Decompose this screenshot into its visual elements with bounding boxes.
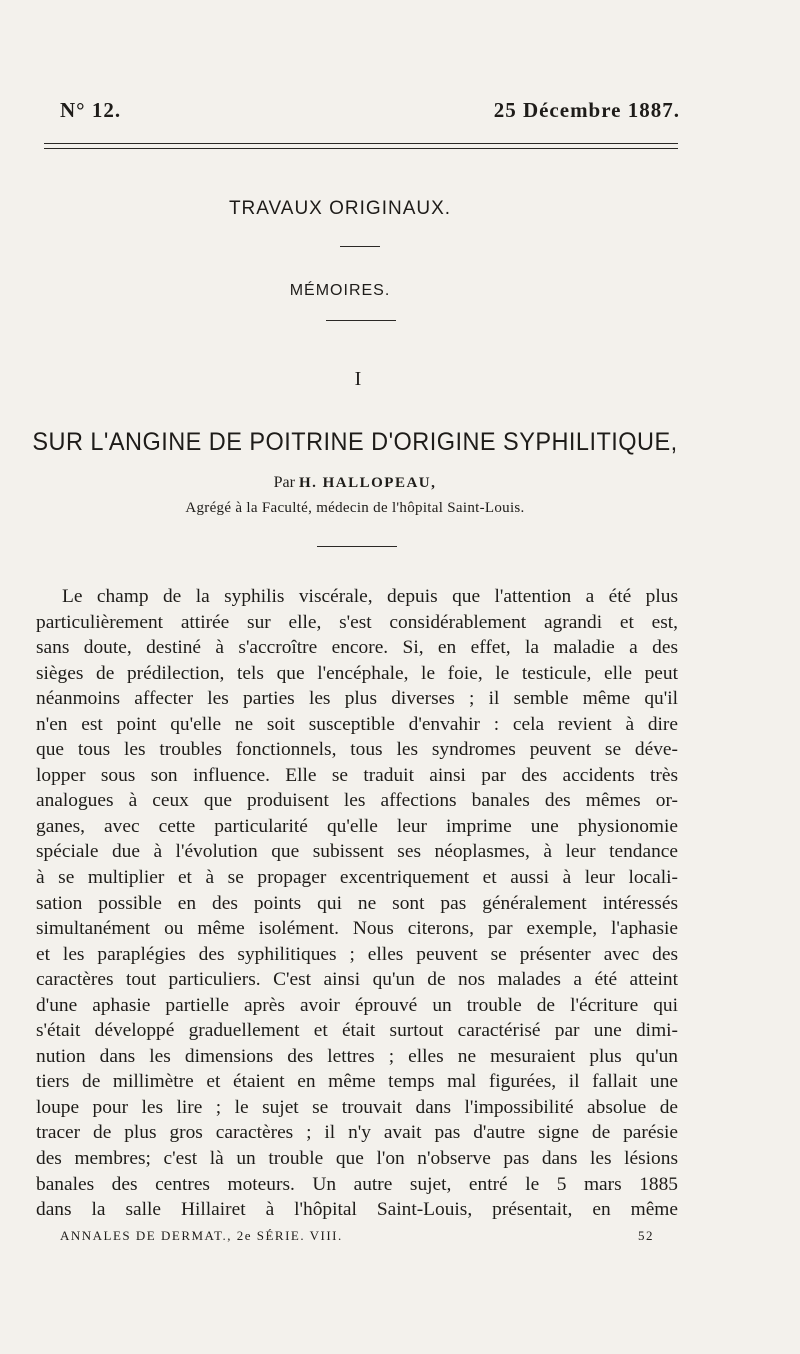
body-line: analogues à ceux que produisent les affections banales des mêmes or- (36, 790, 678, 812)
body-line: d'une aphasie partielle après avoir éprouvé un trouble de l'écriture qui (36, 994, 678, 1016)
running-header (60, 98, 680, 123)
body-line: particulièrement attirée sur elle, s'est considérablement agrandi et est, (36, 611, 678, 633)
page-footer (60, 1228, 654, 1244)
body-line: tiers de millimètre et étaient en même temps mal figurées, il fallait une (36, 1071, 678, 1093)
author-affiliation: Agrégé à la Faculté, médecin de l'hôpital Saint-Louis. (185, 500, 525, 516)
body-line: spéciale due à l'évolution que subissent ses néoplasmes, à leur tendance (36, 841, 678, 863)
body-line: simultanément ou même isolément. Nous citerons, par exemple, l'aphasie (36, 918, 678, 940)
body-line: nution dans les dimensions des lettres ; elles ne mesuraient plus qu'un (36, 1045, 678, 1067)
section-divider (340, 246, 380, 247)
body-line: s'était développé graduellement et était surtout caractérisé par une dimi- (36, 1020, 678, 1042)
body-text (36, 584, 678, 1223)
body-line: que tous les troubles fonctionnels, tous les syndromes peuvent se déve- (36, 739, 678, 761)
header-double-rule (44, 143, 678, 149)
body-line: tracer de plus gros caractères ; il n'y avait pas d'autre signe de parésie (36, 1122, 678, 1144)
body-line: des membres; c'est là un trouble que l'on n'observe pas dans les lésions (36, 1148, 678, 1170)
title-divider (317, 546, 397, 547)
issue-number: N° 12. (60, 98, 122, 122)
body-line: Le champ de la syphilis viscérale, depuis que l'attention a été plus (62, 586, 678, 607)
body-line: sans doute, destiné à s'accroître encore. Si, en effet, la maladie a des (36, 637, 678, 659)
body-line: loupe pour les lire ; le sujet se trouvait dans l'impossibilité absolue de (36, 1096, 678, 1118)
article-title: SUR L'ANGINE DE POITRINE D'ORIGINE SYPHILITIQUE, (32, 428, 678, 456)
article-numeral: I (354, 368, 362, 390)
subsection-title: MÉMOIRES. (289, 282, 391, 299)
body-line: néanmoins affecter les parties les plus diverses ; il semble même qu'il (36, 688, 678, 710)
byline (0, 474, 710, 492)
subsection-divider (326, 320, 396, 321)
body-line: ganes, avec cette particularité qu'elle leur imprime une physionomie (36, 815, 678, 837)
body-line: à se multiplier et à se propager excentriquement et aussi à leur locali- (36, 867, 678, 889)
body-line: lopper sous son influence. Elle se traduit ainsi par des accidents très (36, 764, 678, 786)
body-line: dans la salle Hillairet à l'hôpital Saint-Louis, présentait, en même (36, 1199, 678, 1221)
body-line: et les paraplégies des syphilitiques ; elles peuvent se présenter avec des (36, 943, 678, 965)
body-line: banales des centres moteurs. Un autre sujet, entré le 5 mars 1885 (36, 1173, 678, 1195)
byline-prefix: Par (273, 474, 295, 491)
section-title: TRAVAUX ORIGINAUX. (228, 198, 452, 219)
journal-signature: ANNALES DE DERMAT., 2e SÉRIE. VIII. (60, 1228, 343, 1243)
body-line: caractères tout particuliers. C'est ainsi qu'un de nos malades a été atteint (36, 969, 678, 991)
issue-date: 25 Décembre 1887. (493, 98, 680, 122)
page-number: 52 (638, 1228, 654, 1243)
body-line: n'en est point qu'elle ne soit susceptible d'envahir : cela revient à dire (36, 713, 678, 735)
body-line: sation possible en des points qui ne sont pas généralement intéressés (36, 892, 678, 914)
author-name: H. HALLOPEAU, (298, 475, 437, 491)
body-line: sièges de prédilection, tels que l'encéphale, le foie, le testicule, elle peut (36, 662, 678, 684)
